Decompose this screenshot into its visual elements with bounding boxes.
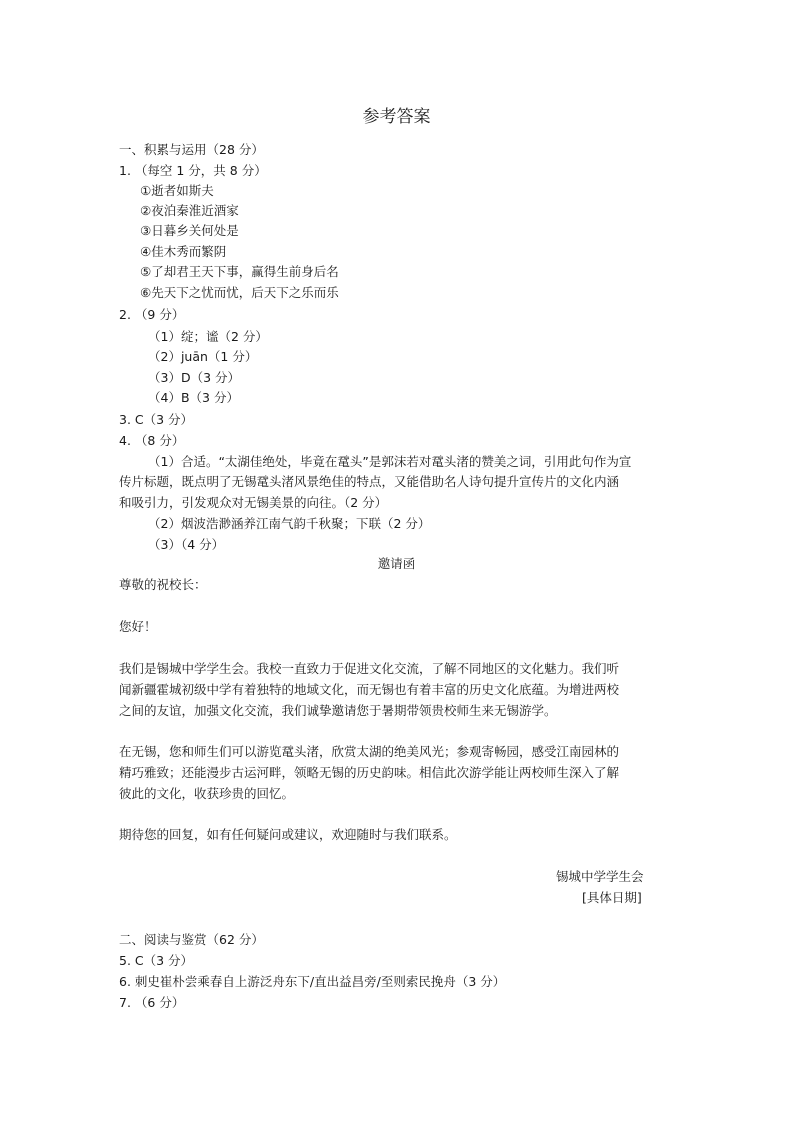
q4-part1-line2: 传片标题，既点明了无锡鼋头渚风景绝佳的特点，又能借助名人诗句提升宣传片的文化内涵: [119, 474, 620, 489]
invitation-para3: 期待您的回复，如有任何疑问或建议，欢迎随时与我们联系。: [119, 827, 457, 842]
q1-answer-6: ⑥先天下之忧而忧，后天下之乐而乐: [140, 285, 339, 300]
q2-answer-1: （1）绽；谧（2 分）: [148, 329, 268, 344]
invitation-greeting: 您好！: [119, 619, 157, 634]
q1-answer-4: ④佳木秀而繁阴: [140, 244, 227, 259]
q4-part2: （2）烟波浩渺涵养江南气韵千秋聚；下联（2 分）: [148, 516, 431, 531]
invitation-para1-line2: 闻新疆霍城初级中学有着独特的地域文化，而无锡也有着丰富的历史文化底蕴。为增进两校: [119, 682, 620, 697]
section1-heading: 一、积累与运用（28 分）: [119, 142, 264, 157]
q2-answer-4: （4）B（3 分）: [148, 390, 239, 405]
q1-answer-3: ③日暮乡关何处是: [140, 223, 239, 238]
invitation-salutation: 尊敬的祝校长：: [119, 577, 207, 592]
q4-part1-line3: 和吸引力，引发观众对无锡美景的向往。（2 分）: [119, 495, 388, 510]
q2-answer-2: （2）juān（1 分）: [148, 349, 258, 364]
q2-heading: 2. （9 分）: [119, 307, 185, 322]
q7-heading: 7. （6 分）: [119, 995, 185, 1010]
q1-answer-5: ⑤了却君王天下事，赢得生前身后名: [140, 264, 339, 279]
q4-part1-line1: （1）合适。“太湖佳绝处，毕竟在鼋头”是郭沫若对鼋头渚的赞美之词，引用此句作为宣: [148, 454, 632, 469]
q4-part3: （3）（4 分）: [148, 537, 225, 552]
invitation-para2-line2: 精巧雅致；还能漫步古运河畔，领略无锡的历史韵味。相信此次游学能让两校师生深入了解: [119, 765, 620, 780]
invitation-signature: 锡城中学学生会: [556, 869, 644, 884]
invitation-para2-line3: 彼此的文化，收获珍贵的回忆。: [119, 786, 295, 801]
q3-answer: 3. C（3 分）: [119, 412, 194, 427]
q2-answer-3: （3）D（3 分）: [148, 370, 241, 385]
q5-answer: 5. C（3 分）: [119, 953, 194, 968]
invitation-para2-line1: 在无锡，您和师生们可以游览鼋头渚，欣赏太湖的绝美风光；参观寄畅园，感受江南园林的: [119, 744, 620, 759]
invitation-date: [具体日期]: [582, 890, 642, 905]
page-title: 参考答案: [362, 107, 431, 127]
invitation-title: 邀请函: [377, 556, 416, 571]
q1-heading: 1. （每空 1 分，共 8 分）: [119, 163, 267, 178]
q1-answer-1: ①逝者如斯夫: [140, 183, 214, 198]
section2-heading: 二、阅读与鉴赏（62 分）: [119, 932, 264, 947]
q6-answer: 6. 刺史崔朴尝乘春自上游泛舟东下/直出益昌旁/至则索民挽舟（3 分）: [119, 974, 506, 989]
invitation-para1-line1: 我们是锡城中学学生会。我校一直致力于促进文化交流，了解不同地区的文化魅力。我们听: [119, 661, 620, 676]
invitation-para1-line3: 之间的友谊，加强文化交流，我们诚挚邀请您于暑期带领贵校师生来无锡游学。: [119, 703, 557, 718]
q1-answer-2: ②夜泊秦淮近酒家: [140, 203, 239, 218]
q4-heading: 4. （8 分）: [119, 433, 185, 448]
